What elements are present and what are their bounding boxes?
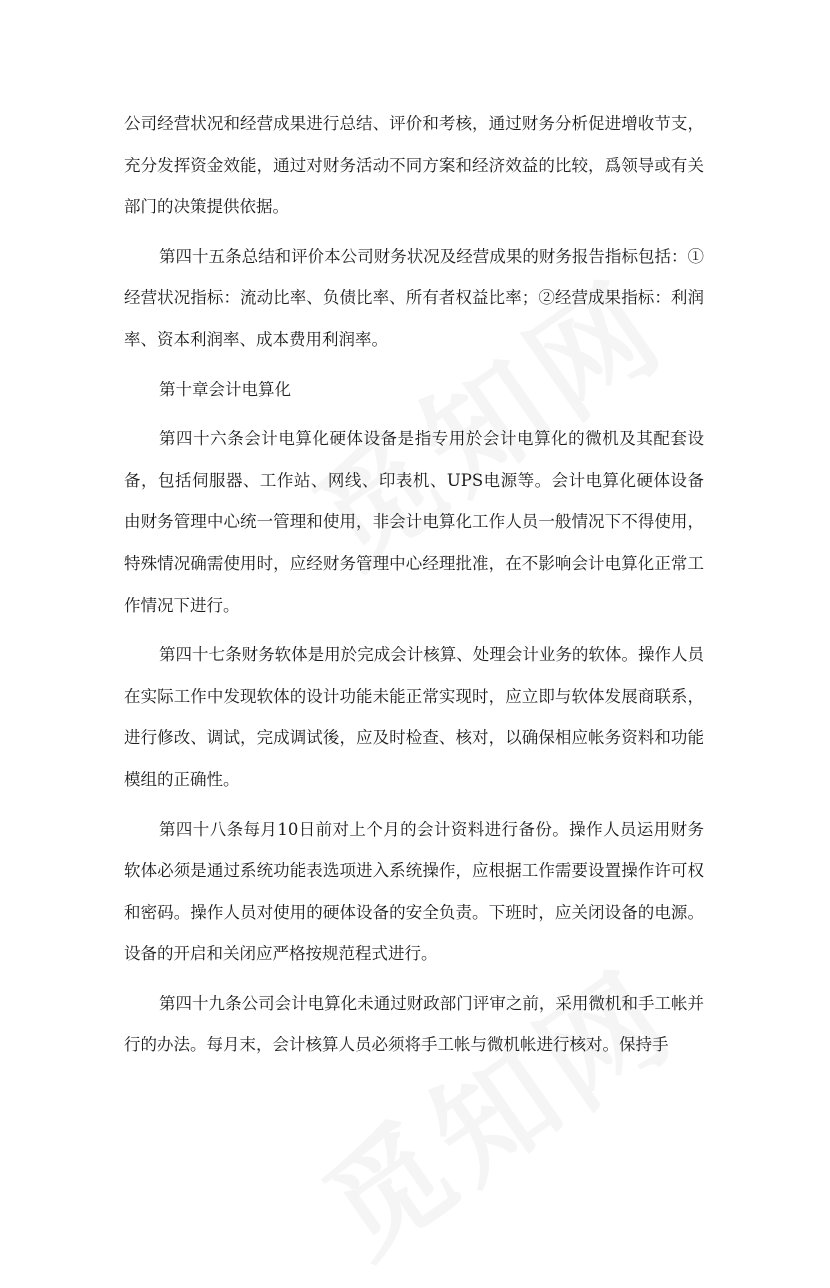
paragraph: 第四十六条会计电算化硬体设备是指专用於会计电算化的微机及其配套设备，包括伺服器、工作站、网线、印表机、UPS电源等。会计电算化硬体设备由财务管理中心统一管理和使用，非会计电算化工作人员一般情况下不得使用，特殊情况确需使用时，应经财务管理中心经理批准，在不影响会计电算化正常工作情况下进行。 [124, 429, 704, 615]
paragraph: 公司经营状况和经营成果进行总结、评价和考核，通过财务分析促进增收节支，充分发挥资金效能，通过对财务活动不同方案和经济效益的比较，爲领导或有关部门的决策提供依据。 [124, 114, 704, 217]
paragraph: 第四十五条总结和评价本公司财务状况及经营成果的财务报告指标包括：①经营状况指标：流动比率、负债比率、所有者权益比率；②经营成果指标：利润率、资本利润率、成本费用利润率。 [124, 246, 704, 349]
paragraph: 第四十九条公司会计电算化未通过财政部门评审之前，采用微机和手工帐并行的办法。每月末，会计核算人员必须将手工帐与微机帐进行核对。保持手 [124, 993, 704, 1055]
paragraph: 第四十八条每月10日前对上个月的会计资料进行备份。操作人员运用财务软体必须是通过系统功能表选项进入系统操作，应根据工作需要设置操作许可权和密码。操作人员对使用的硬体设备的安全负责。下班时，应关闭设备的电源。设备的开启和关闭应严格按规范程式进行。 [124, 819, 704, 964]
document-body [124, 103, 704, 1074]
chapter-heading: 第十章会计电算化 [159, 379, 291, 399]
paragraph: 第四十七条财务软体是用於完成会计核算、处理会计业务的软体。操作人员在实际工作中发现软体的设计功能未能正常实现时，应立即与软体发展商联系，进行修改、调试，完成调试後，应及时检查、核对，以确保相应帐务资料和功能模组的正确性。 [124, 645, 704, 789]
